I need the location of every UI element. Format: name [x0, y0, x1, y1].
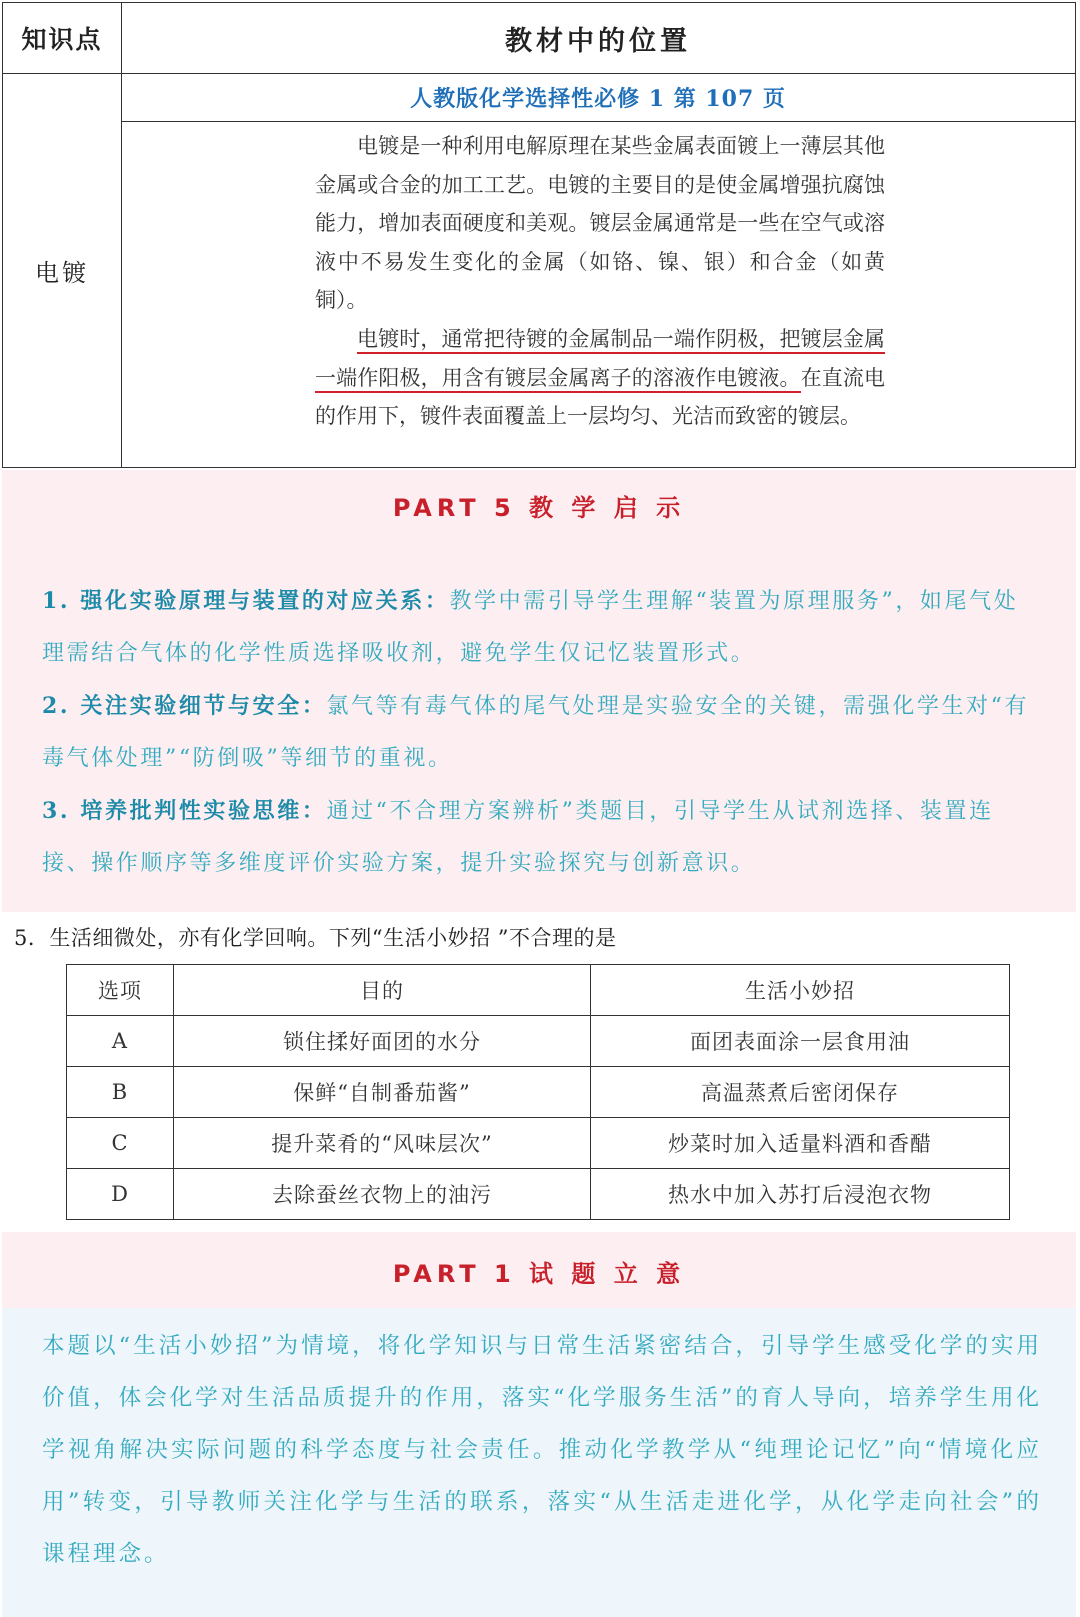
header-textbook-location: 教材中的位置: [505, 25, 691, 57]
part1-title: PART 1 试 题 立 意: [392, 1260, 686, 1288]
excerpt-paragraph: [315, 320, 885, 436]
option-purpose: 去除蚕丝衣物上的油污: [174, 1169, 591, 1220]
option-letter: C: [67, 1118, 174, 1169]
column-header: 目的: [174, 965, 591, 1016]
part5-title: PART 5 教 学 启 示: [392, 494, 686, 522]
insight-heading: 2. 关注实验细节与安全：: [42, 693, 327, 719]
option-tip: 炒菜时加入适量料酒和香醋: [591, 1118, 1010, 1169]
insight-text: 教学中需引导学生理解“装置为原理服务”，如尾气处理需结合气体的化学性质选择吸收剂，避免学生仅记忆装置形式。: [42, 589, 1019, 666]
table-row: [67, 1067, 1010, 1118]
option-letter: D: [67, 1169, 174, 1220]
part1-panel: [2, 1308, 1076, 1617]
topic-cell: 电镀: [35, 258, 89, 287]
textbook-source: 人教版化学选择性必修 1 第 107 页: [410, 85, 786, 112]
column-header: 选项: [67, 965, 174, 1016]
excerpt-paragraph: 电镀是一种利用电解原理在某些金属表面镀上一薄层其他金属或合金的加工工艺。电镀的主要目的是使金属增强抗腐蚀能力，增加表面硬度和美观。镀层金属通常是一些在空气或溶液中不易发生变化的金属（如铬、镍、银）和合金（如黄铜）。: [315, 134, 885, 313]
part1-text: 本题以“生活小妙招”为情境，将化学知识与日常生活紧密结合，引导学生感受化学的实用价值，体会化学对生活品质提升的作用，落实“化学服务生活”的育人导向，培养学生用化学视角解决实际问题的科学态度与社会责任。推动化学教学从“纯理论记忆”向“情境化应用”转变，引导教师关注化学与生活的联系，落实“从生活走进化学，从化学走向社会”的课程理念。: [42, 1333, 1042, 1567]
part5-panel: [2, 470, 1076, 912]
table-row: [67, 1118, 1010, 1169]
insight-list: [42, 575, 1042, 890]
insight-text: 氯气等有毒气体的尾气处理是实验安全的关键，需强化学生对“有毒气体处理”“防倒吸”等细节的重视。: [42, 694, 1030, 771]
option-tip: 高温蒸煮后密闭保存: [591, 1067, 1010, 1118]
insight-heading: 3. 培养批判性实验思维：: [42, 798, 327, 824]
underlined-text: 电镀时，通常把待镀的金属制品一端作阴极，把镀层金属一端作阳极，用含有镀层金属离子的溶液作电镀液。: [315, 327, 885, 393]
question-stem: 5．生活细微处，亦有化学回响。下列“生活小妙招 ”不合理的是: [14, 926, 617, 950]
option-letter: A: [67, 1016, 174, 1067]
insight-item: [42, 680, 1042, 785]
option-tip: 热水中加入苏打后浸泡衣物: [591, 1169, 1010, 1220]
insight-text: 通过“不合理方案辨析”类题目，引导学生从试剂选择、装置连接、操作顺序等多维度评价实验方案，提升实验探究与创新意识。: [42, 799, 994, 876]
option-purpose: 提升菜肴的“风味层次”: [174, 1118, 591, 1169]
option-tip: 面团表面涂一层食用油: [591, 1016, 1010, 1067]
table-header-row: [67, 965, 1010, 1016]
excerpt-text: 在直流电的作用下，镀件表面覆盖上一层均匀、光洁而致密的镀层。: [315, 365, 886, 429]
table-row: [67, 1016, 1010, 1067]
knowledge-table: [2, 2, 1076, 468]
textbook-excerpt: [315, 127, 885, 436]
options-table: [66, 964, 1010, 1220]
option-purpose: 保鲜“自制番茄酱”: [174, 1067, 591, 1118]
option-purpose: 锁住揉好面团的水分: [174, 1016, 591, 1067]
table-row: [67, 1169, 1010, 1220]
table-divider: [121, 121, 1075, 122]
insight-item: [42, 785, 1042, 890]
part1-header: [2, 1232, 1076, 1308]
insight-item: [42, 575, 1042, 680]
column-header: 生活小妙招: [591, 965, 1010, 1016]
insight-heading: 1. 强化实验原理与装置的对应关系：: [42, 588, 450, 614]
header-knowledge-point: 知识点: [21, 25, 103, 54]
option-letter: B: [67, 1067, 174, 1118]
